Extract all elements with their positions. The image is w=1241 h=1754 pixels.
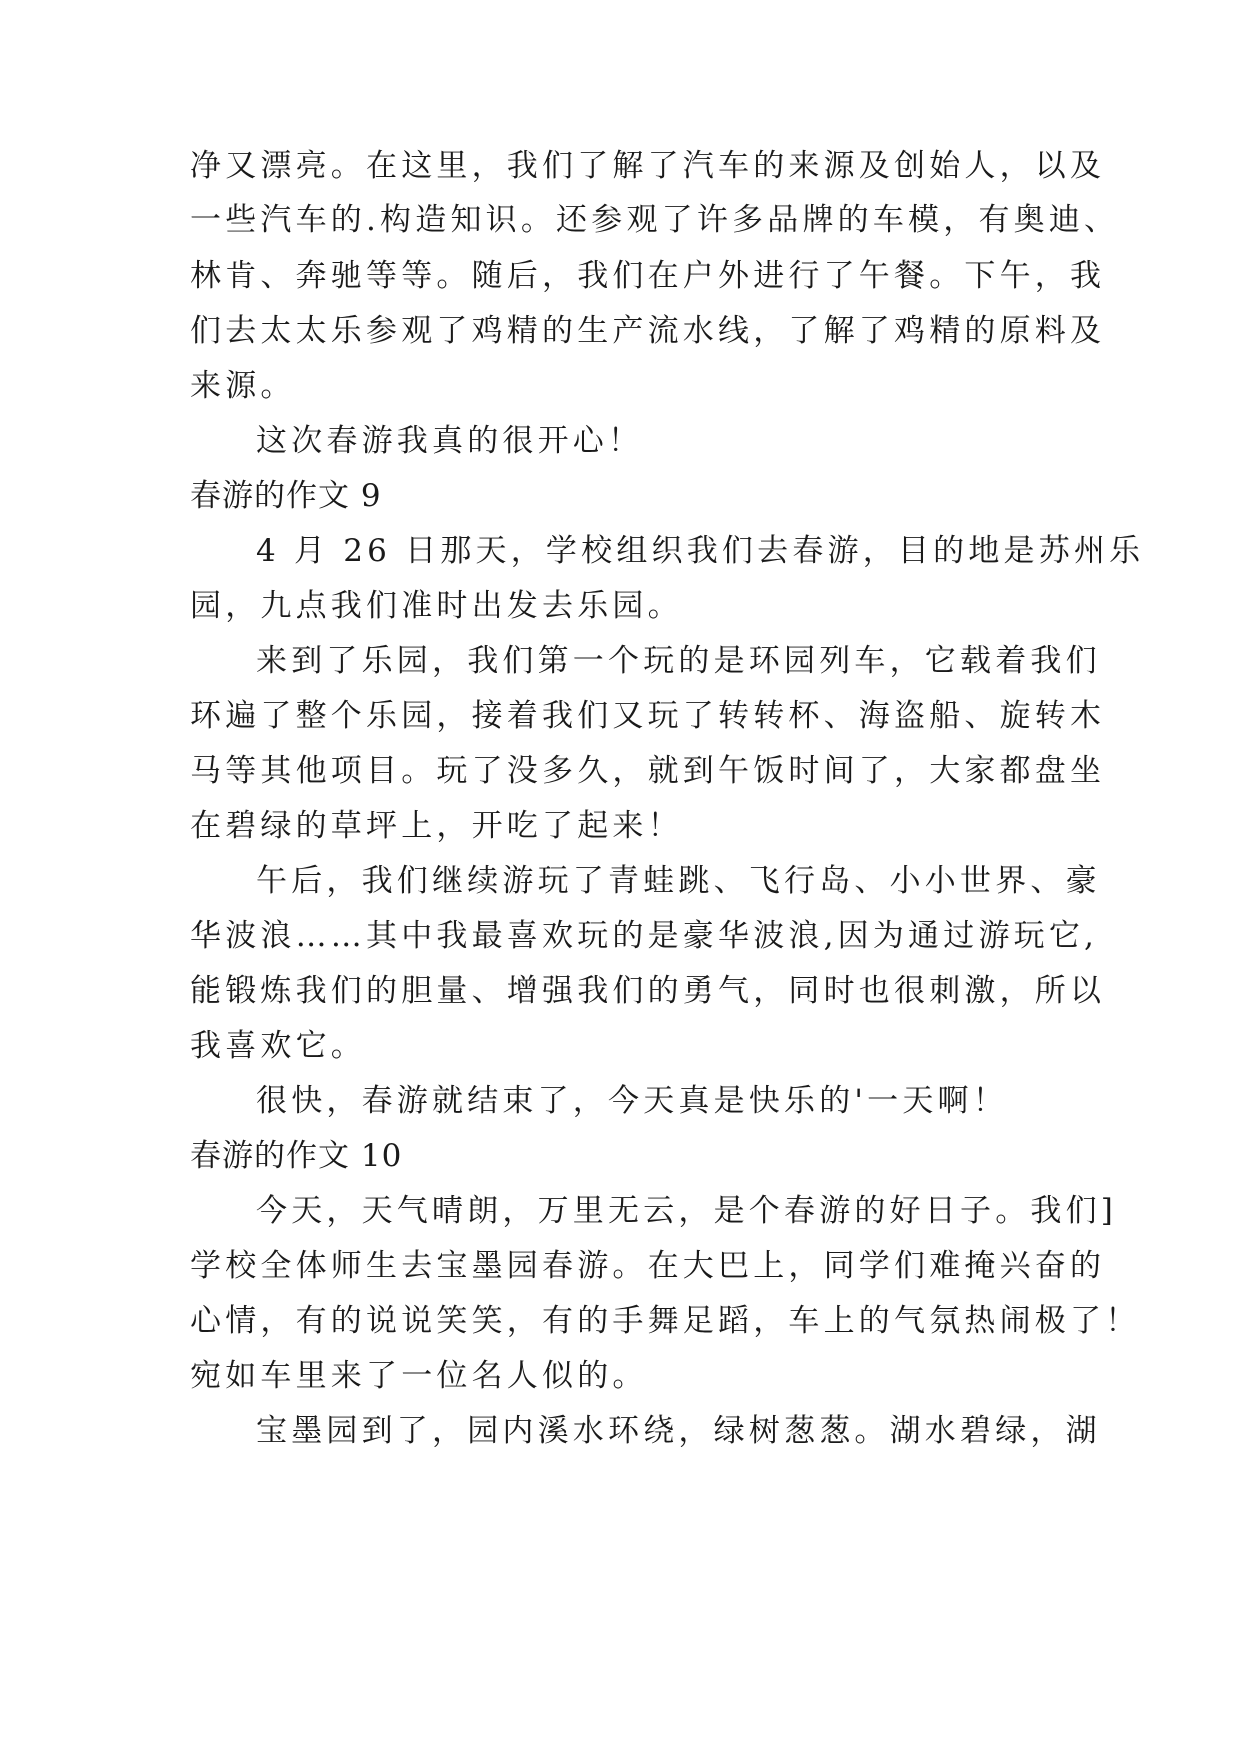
text-line: 宝墨园到了，园内溪水环绕，绿树葱葱。湖水碧绿，湖: [256, 1413, 1101, 1449]
text-line: 这次春游我真的很开心！: [256, 423, 644, 459]
text-line: 华波浪……其中我最喜欢玩的是豪华波浪,因为通过游玩它,: [190, 918, 1099, 954]
text-line: 能锻炼我们的胆量、增强我们的勇气，同时也很刺激，所以: [190, 973, 1106, 1009]
text-line: 净又漂亮。在这里，我们了解了汽车的来源及创始人，以及: [190, 148, 1106, 184]
text-line: 们去太太乐参观了鸡精的生产流水线，了解了鸡精的原料及: [190, 313, 1106, 349]
text-line: 来源。: [190, 368, 296, 404]
text-line: 马等其他项目。玩了没多久，就到午饭时间了，大家都盘坐: [190, 753, 1106, 789]
text-line: 在碧绿的草坪上，开吃了起来！: [190, 808, 683, 844]
text-line: 今天，天气晴朗，万里无云，是个春游的好日子。我们]: [256, 1193, 1118, 1229]
section-heading: 春游的作文 9: [190, 478, 382, 514]
text-line: 来到了乐园，我们第一个玩的是环园列车，它载着我们: [256, 643, 1101, 679]
text-line: 环遍了整个乐园，接着我们又玩了转转杯、海盗船、旋转木: [190, 698, 1106, 734]
text-line: 4 月 26 日那天，学校组织我们去春游，目的地是苏州乐: [256, 533, 1145, 569]
text-line: 一些汽车的.构造知识。还参观了许多品牌的车模，有奥迪、: [190, 202, 1120, 238]
text-line: 宛如车里来了一位名人似的。: [190, 1358, 648, 1394]
text-line: 很快，春游就结束了，今天真是快乐的'一天啊！: [256, 1083, 1008, 1119]
text-line: 心情，有的说说笑笑，有的手舞足蹈，车上的气氛热闹极了！: [190, 1303, 1141, 1339]
text-line: 林肯、奔驰等等。随后，我们在户外进行了午餐。下午，我: [190, 258, 1106, 294]
text-line: 我喜欢它。: [190, 1028, 366, 1064]
text-line: 午后，我们继续游玩了青蛙跳、飞行岛、小小世界、豪: [256, 863, 1101, 899]
section-heading: 春游的作文 10: [190, 1138, 403, 1174]
text-line: 学校全体师生去宝墨园春游。在大巴上，同学们难掩兴奋的: [190, 1248, 1106, 1284]
text-line: 园，九点我们准时出发去乐园。: [190, 588, 683, 624]
